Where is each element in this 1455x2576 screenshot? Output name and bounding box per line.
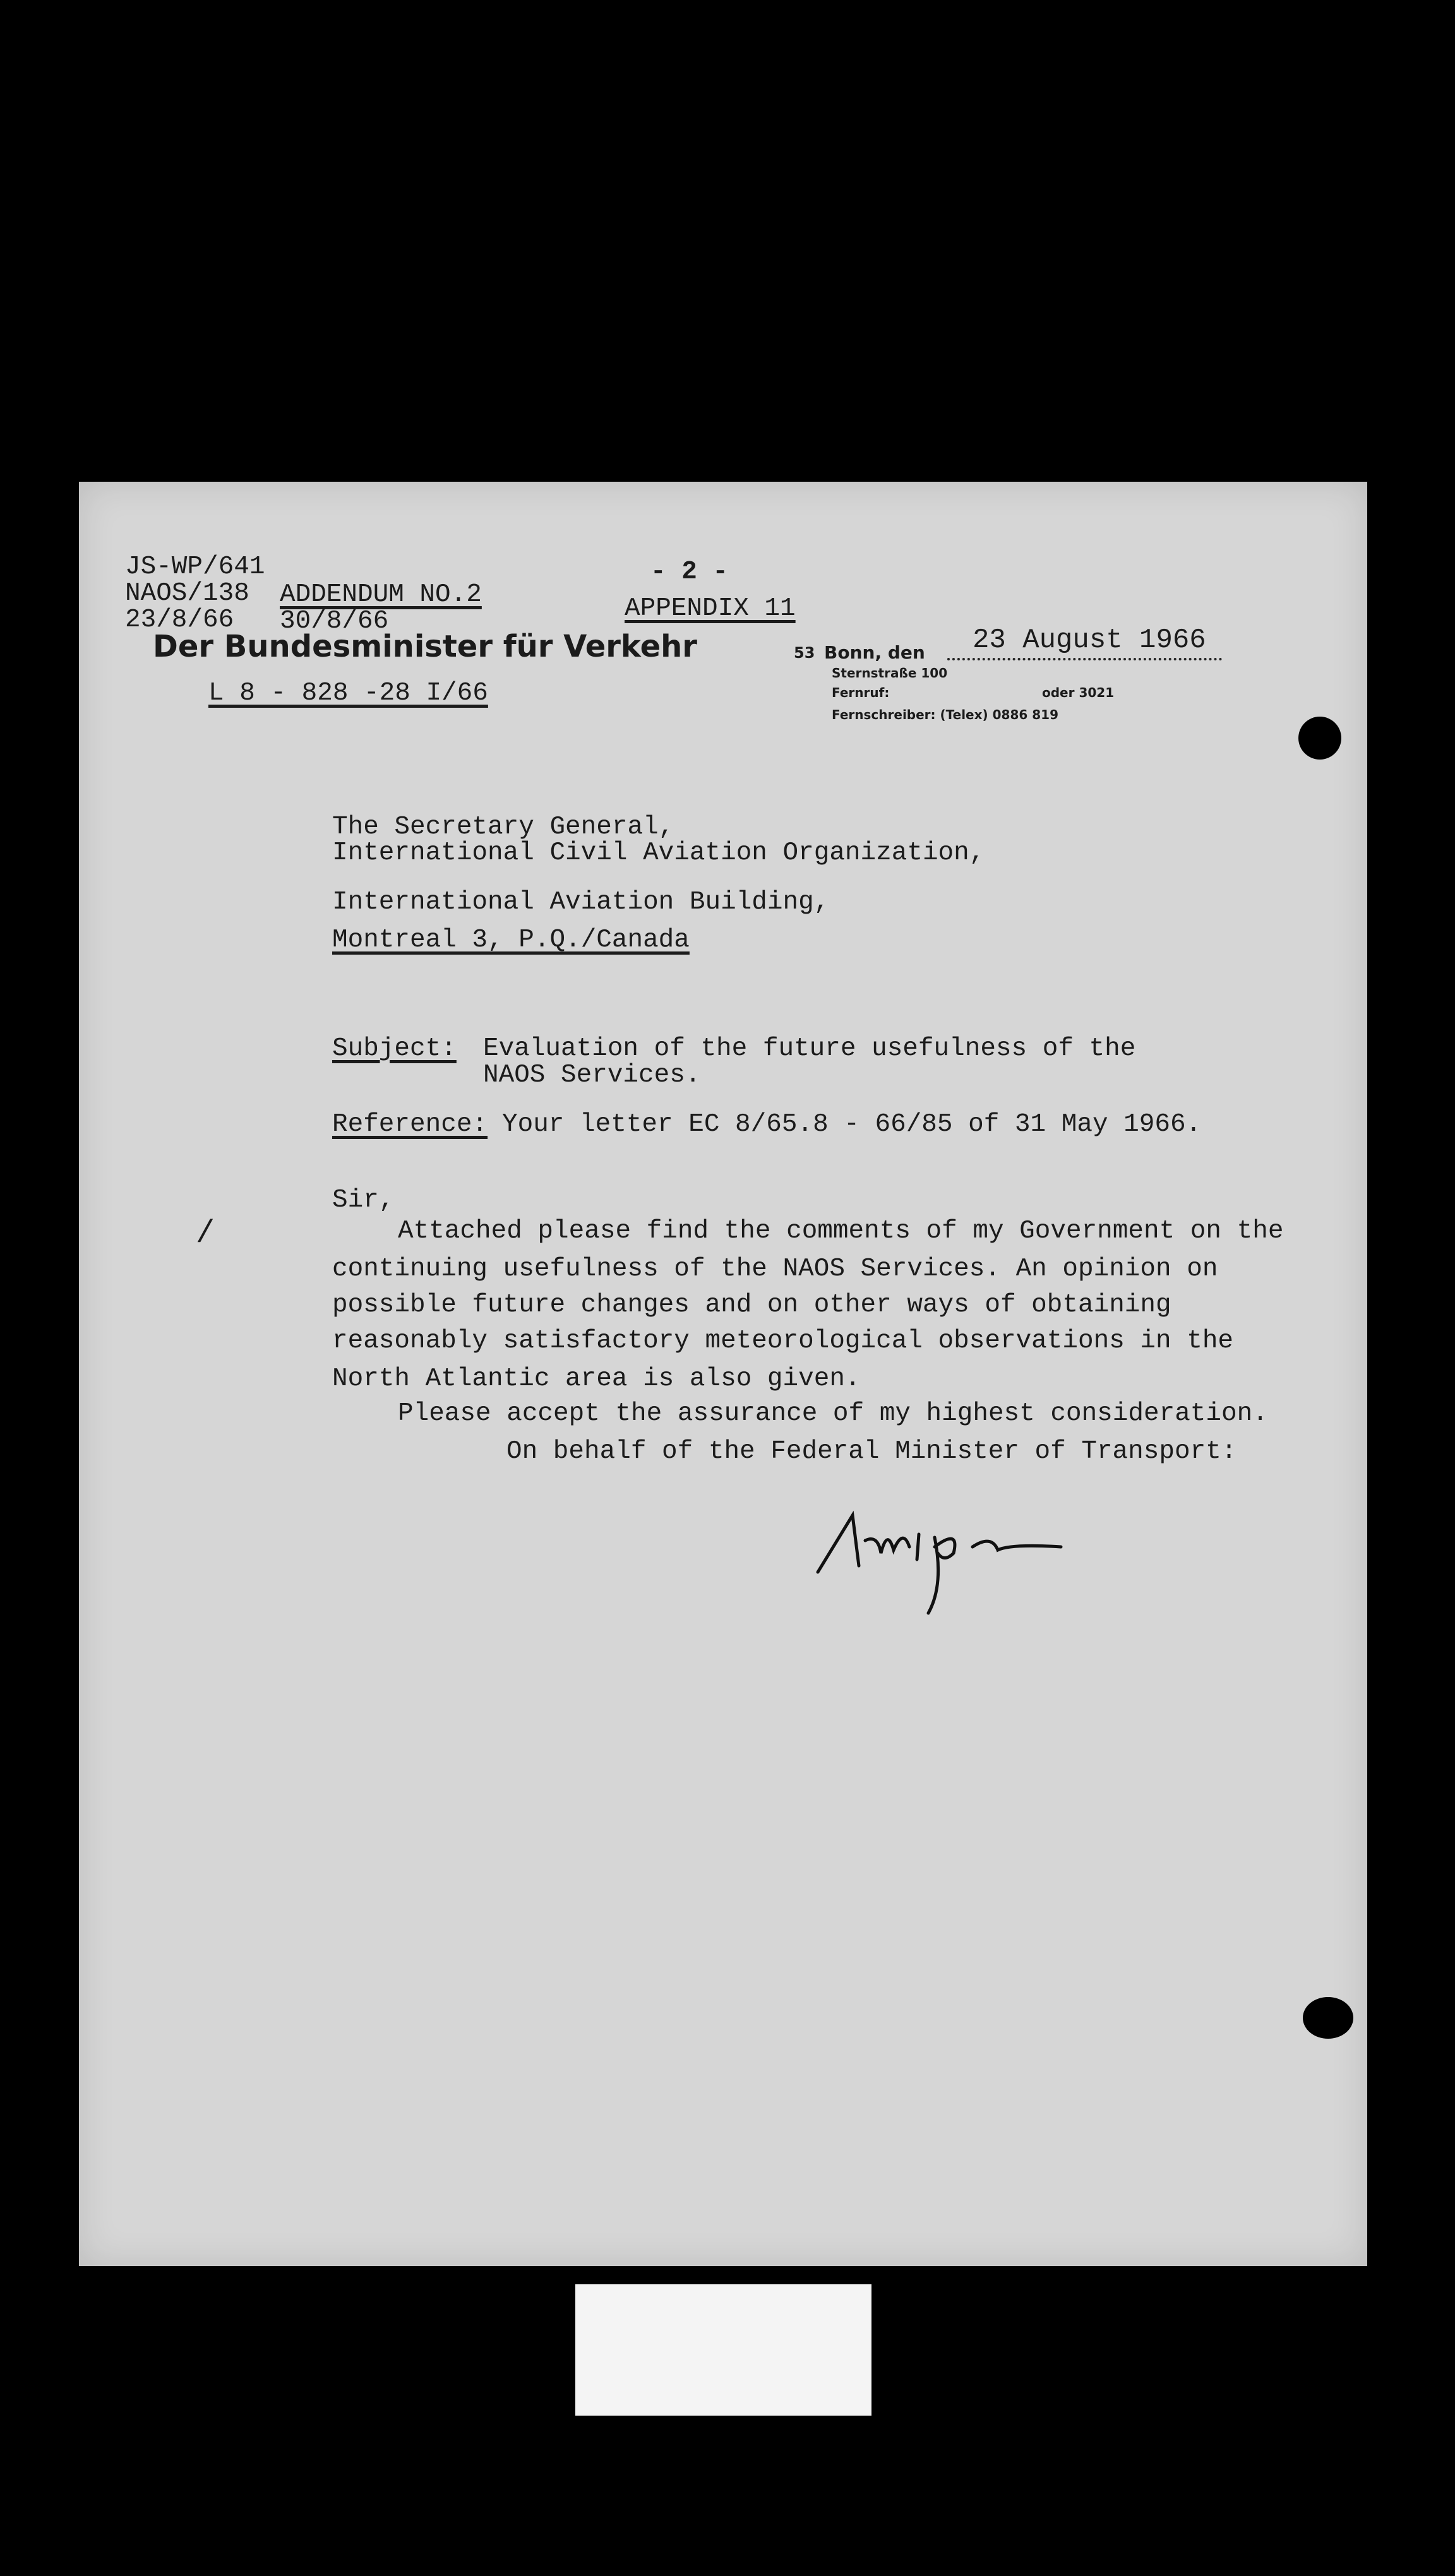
body-line: possible future changes and on other ways of obtaining (332, 1291, 1171, 1320)
punch-hole (1303, 1997, 1353, 2039)
body-line: North Atlantic area is also given. (332, 1364, 861, 1393)
subject-text: Evaluation of the future usefulness of the (483, 1034, 1136, 1063)
phone-alt: oder 3021 (1042, 685, 1115, 700)
letter-date: 23 August 1966 (973, 624, 1206, 656)
street-address: Sternstraße 100 (832, 665, 948, 681)
ref-date: 23/8/66 (125, 605, 234, 635)
date-line (947, 658, 1222, 660)
subject-label: Subject: (332, 1034, 457, 1063)
body-line: Attached please find the comments of my Government on the (398, 1217, 1284, 1246)
phone-label: Fernruf: (832, 685, 890, 700)
salutation: Sir, (332, 1186, 395, 1215)
reference-label: Reference: (332, 1110, 488, 1139)
recipient-line: Montreal 3, P.Q./Canada (332, 926, 690, 955)
place-label: Bonn, den (824, 642, 925, 663)
recipient-line: International Aviation Building, (332, 888, 830, 917)
ref-code-2: NAOS/138 (125, 579, 249, 608)
file-number: L 8 - 828 -28 I/66 (208, 679, 488, 708)
body-line: Please accept the assurance of my highest consideration. (398, 1399, 1268, 1428)
telex: Fernschreiber: (Telex) 0886 819 (832, 707, 1058, 722)
recipient-line: International Civil Aviation Organization, (332, 838, 985, 868)
recipient-line: The Secretary General, (332, 813, 674, 842)
addendum-title: ADDENDUM NO.2 (280, 580, 482, 609)
body-line: reasonably satisfactory meteorological observations in the (332, 1327, 1234, 1356)
scan-label-card (575, 2284, 871, 2416)
reference-text: Your letter EC 8/65.8 - 66/85 of 31 May 1966. (502, 1110, 1202, 1139)
addendum-date: 30/8/66 (280, 607, 389, 636)
margin-mark: / (196, 1216, 215, 1252)
closing-line: On behalf of the Federal Minister of Transport: (506, 1437, 1237, 1466)
signature (808, 1490, 1074, 1623)
ref-code-1: JS-WP/641 (125, 552, 265, 581)
body-line: continuing usefulness of the NAOS Services. An opinion on (332, 1255, 1218, 1284)
subject-text: NAOS Services. (483, 1061, 701, 1090)
page-number: - 2 - (650, 558, 729, 587)
ministry-letterhead: Der Bundesminister für Verkehr (153, 629, 697, 664)
appendix-label: APPENDIX 11 (625, 594, 796, 623)
punch-hole (1298, 717, 1341, 760)
postal-code: 53 (794, 644, 815, 662)
